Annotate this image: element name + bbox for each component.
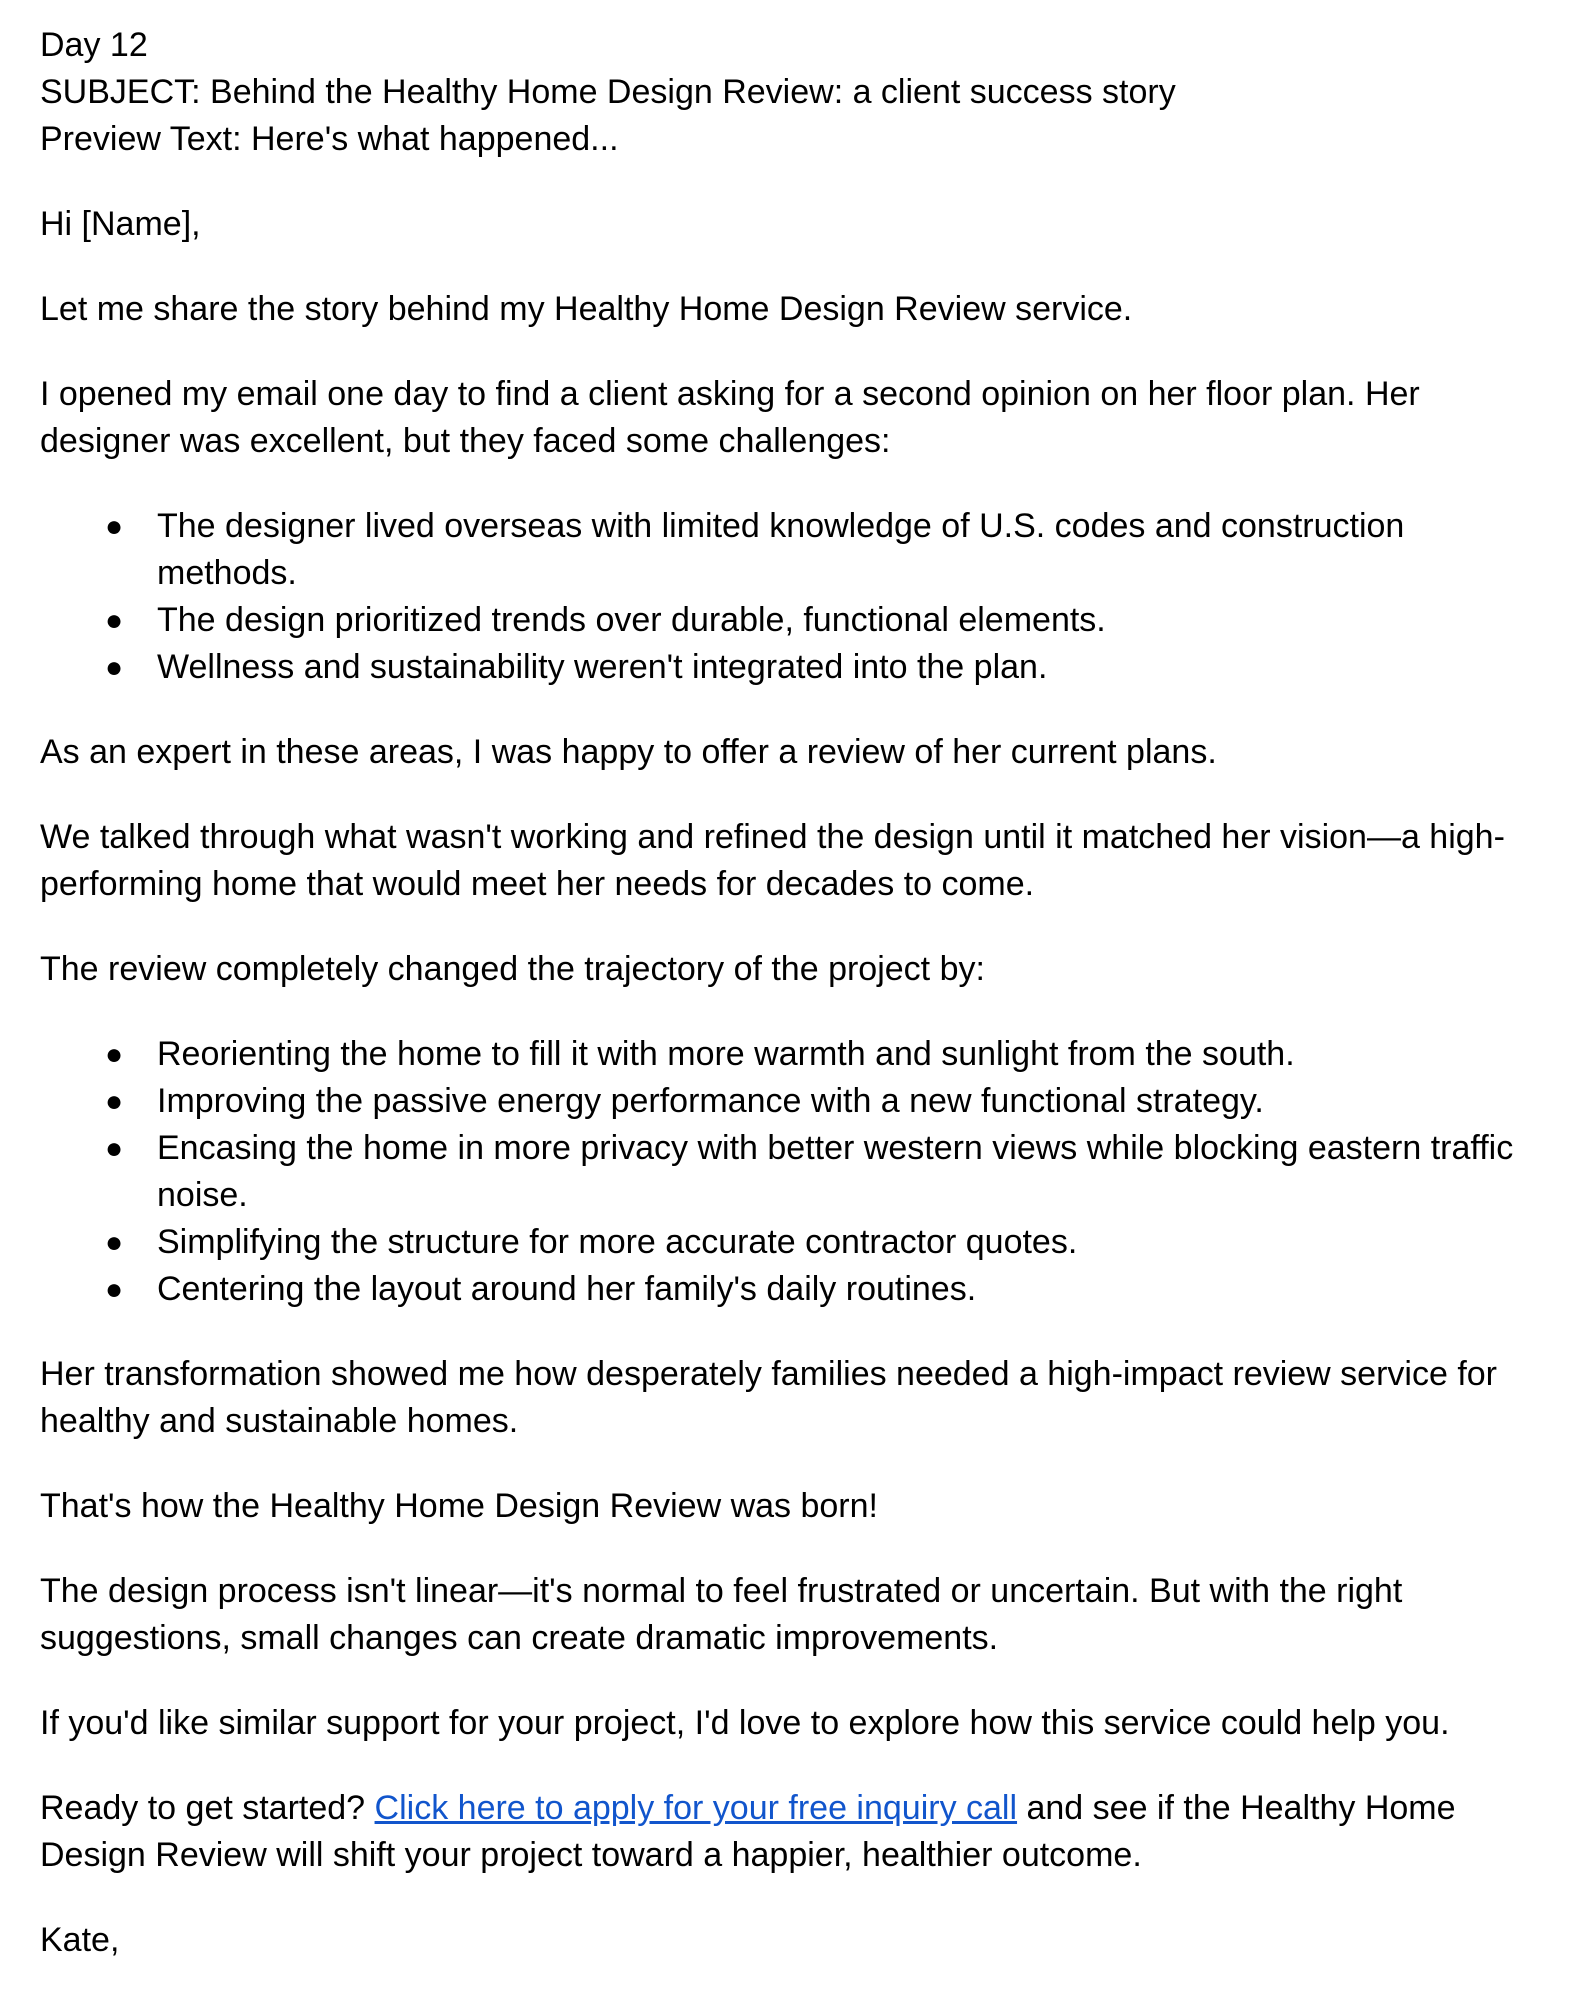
preview-text: Preview Text: Here's what happened... (40, 120, 619, 158)
signoff: Kate, (40, 1921, 120, 1959)
email-document (40, 22, 1540, 2002)
email-header (40, 22, 1540, 163)
paragraph-transformation: Her transformation showed me how desperately families needed a high-impact review service for healthy and sustainable homes. (40, 1355, 1498, 1440)
paragraph-support: If you'd like similar support for your project, I'd love to explore how this service could help you. (40, 1704, 1450, 1742)
changes-list (40, 1031, 1540, 1313)
paragraph-client-request: I opened my email one day to find a client asking for a second opinion on her floor plan. Her designer was excellent, but they faced some challenges: (40, 375, 1420, 460)
list-item-text: Wellness and sustainability weren't integrated into the plan. (157, 648, 1048, 686)
challenges-list (40, 503, 1540, 691)
bullet-icon: ● (105, 651, 124, 684)
paragraph-design-process: The design process isn't linear—it's normal to feel frustrated or uncertain. But with the right suggestions, small changes can create dramatic improvements. (40, 1572, 1403, 1657)
greeting: Hi [Name], (40, 205, 201, 243)
paragraph-expert: As an expert in these areas, I was happy to offer a review of her current plans. (40, 733, 1217, 771)
list-item (40, 644, 1540, 691)
bullet-icon: ● (105, 1085, 124, 1118)
subject-line: SUBJECT: Behind the Healthy Home Design Review: a client success story (40, 73, 1176, 111)
list-item-text: Reorienting the home to fill it with more warmth and sunlight from the south. (157, 1035, 1295, 1073)
list-item-text: The designer lived overseas with limited knowledge of U.S. codes and construction methods. (157, 507, 1405, 592)
list-item (40, 1219, 1540, 1266)
paragraph-cta (40, 1785, 1520, 1879)
list-item (40, 1125, 1540, 1219)
list-item (40, 1078, 1540, 1125)
list-item-text: Simplifying the structure for more accurate contractor quotes. (157, 1223, 1078, 1261)
bullet-icon: ● (105, 604, 124, 637)
paragraph-refined: We talked through what wasn't working and refined the design until it matched her vision—a high-performing home that would meet her needs for decades to come. (40, 818, 1505, 903)
bullet-icon: ● (105, 1226, 124, 1259)
list-item-text: The design prioritized trends over durable, functional elements. (157, 601, 1106, 639)
list-item-text: Centering the layout around her family's daily routines. (157, 1270, 977, 1308)
cta-text-after: and see if the Healthy Home Design Review will shift your project toward a happier, healthier outcome. (40, 1789, 1456, 1874)
bullet-icon: ● (105, 1038, 124, 1071)
list-item (40, 597, 1540, 644)
bullet-icon: ● (105, 510, 124, 543)
bullet-icon: ● (105, 1273, 124, 1306)
list-item (40, 1031, 1540, 1078)
paragraph-trajectory: The review completely changed the trajectory of the project by: (40, 950, 985, 988)
paragraph-born: That's how the Healthy Home Design Review was born! (40, 1487, 878, 1525)
bullet-icon: ● (105, 1132, 124, 1165)
list-item (40, 503, 1540, 597)
inquiry-call-link[interactable]: Click here to apply for your free inquiry call (374, 1789, 1018, 1827)
list-item (40, 1266, 1540, 1313)
cta-text-before: Ready to get started? (40, 1789, 375, 1827)
day-label: Day 12 (40, 26, 148, 64)
list-item-text: Encasing the home in more privacy with better western views while blocking eastern traffic noise. (157, 1129, 1514, 1214)
paragraph-intro: Let me share the story behind my Healthy Home Design Review service. (40, 290, 1133, 328)
list-item-text: Improving the passive energy performance with a new functional strategy. (157, 1082, 1264, 1120)
